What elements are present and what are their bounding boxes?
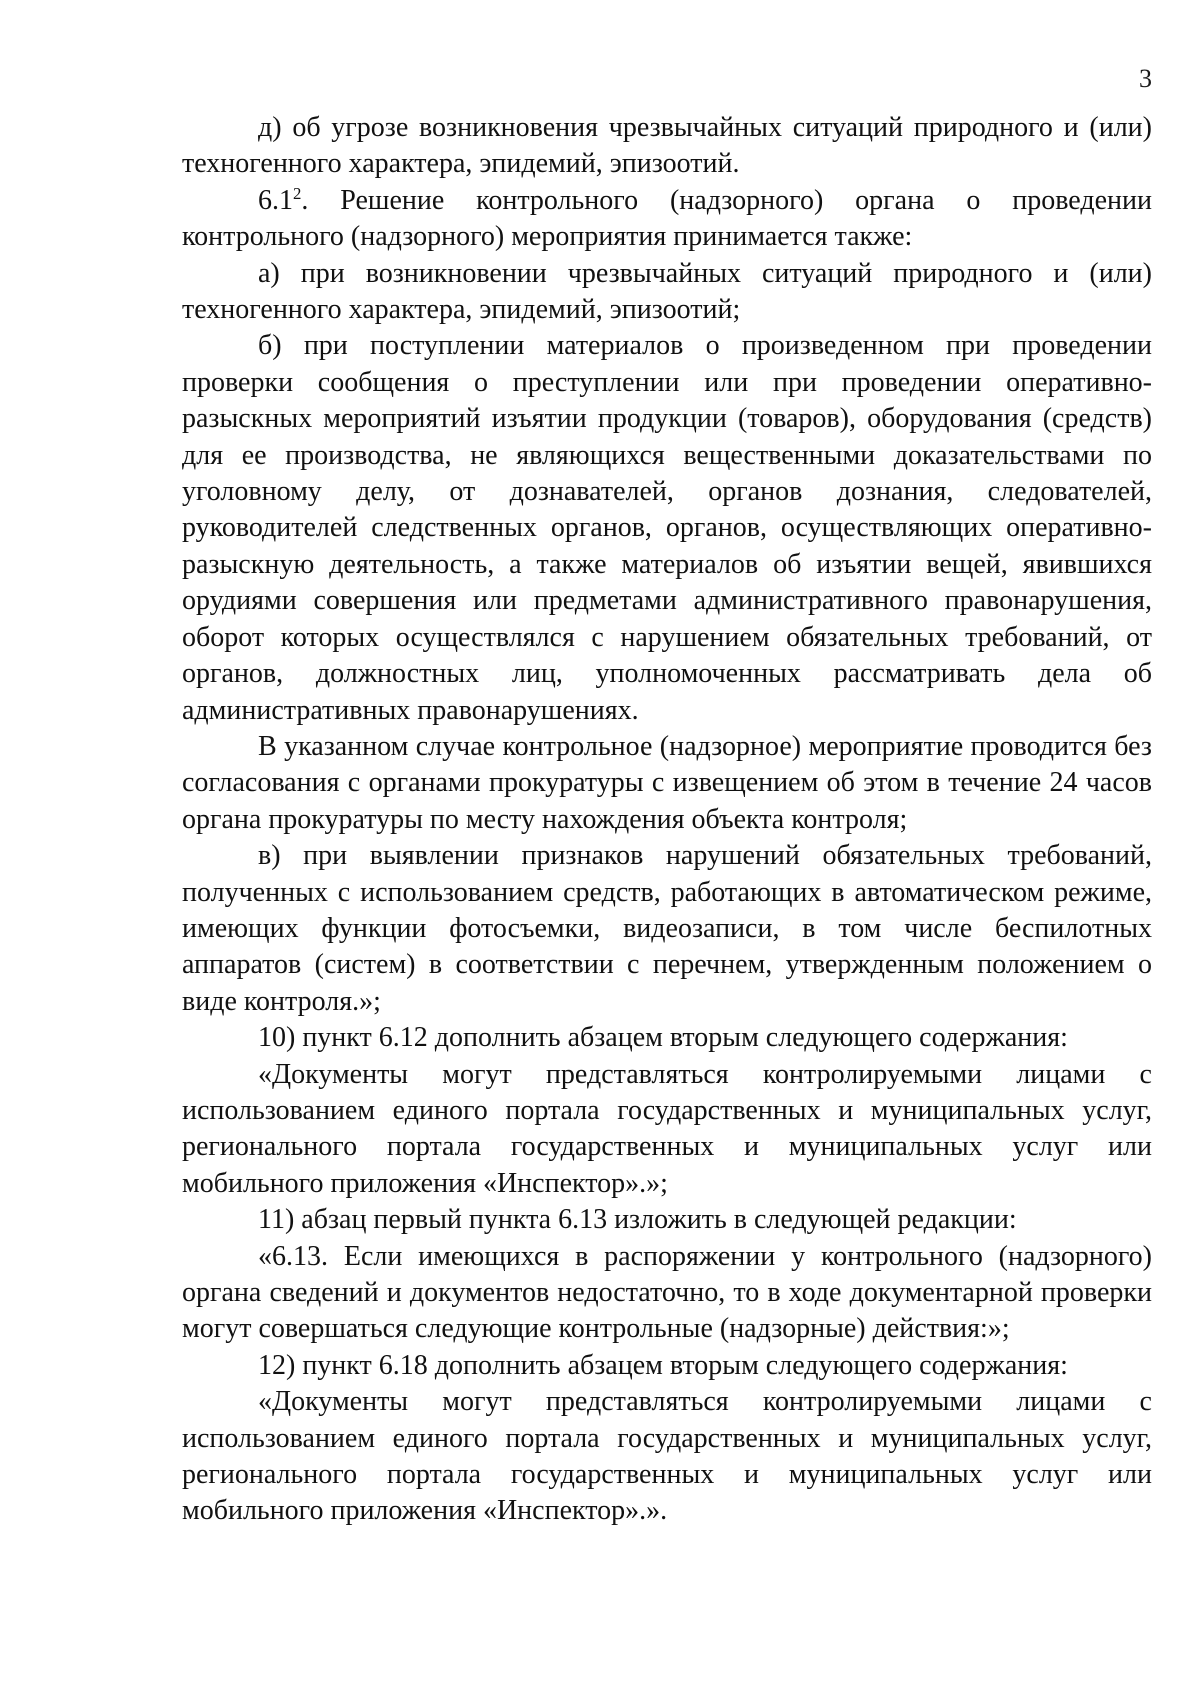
clause-number-superscript: 2 xyxy=(293,183,302,203)
paragraph-item-10-text: «Документы могут представляться контролируемыми лицами с использованием единого портала государственных и муниципальных услуг, регионального портала государственных и муниципальных услуг или мобильного приложения «Инспектор».»; xyxy=(182,1058,1152,1199)
clause-number-suffix: . xyxy=(301,184,309,216)
paragraph-item-12: 12) пункт 6.18 дополнить абзацем вторым следующего содержания: xyxy=(258,1349,1068,1381)
paragraph-item-11-text: «6.13. Если имеющихся в распоряжении у контрольного (надзорного) органа сведений и документов недостаточно, то в ходе документарной проверки могут совершаться следующие контрольные (надзорные) действия:»; xyxy=(182,1240,1152,1345)
paragraph-item-11: 11) абзац первый пункта 6.13 изложить в следующей редакции: xyxy=(258,1204,1017,1236)
clause-number-base: 6.1 xyxy=(258,184,293,216)
paragraph-clause-6-1-2 xyxy=(182,183,1152,256)
clause-text: Решение контрольного (надзорного) органа о проведении контрольного (надзорного) мероприятия принимается также: xyxy=(182,184,1152,253)
paragraph-item-12-text: «Документы могут представляться контролируемыми лицами с использованием единого портала государственных и муниципальных услуг, регионального портала государственных и муниципальных услуг или мобильного приложения «Инспектор».». xyxy=(182,1386,1152,1527)
paragraph-v: в) при выявлении признаков нарушений обязательных требований, полученных с использованием средств, работающих в автоматическом режиме, имеющих функции фотосъемки, видеозаписи, в том числе беспилотных аппаратов (систем) в соответствии с перечнем, утвержденным положением о виде контроля.»; xyxy=(182,840,1152,1017)
page-number: 3 xyxy=(1139,64,1152,93)
document-body xyxy=(182,110,1152,1530)
paragraph-case-note: В указанном случае контрольное (надзорное) мероприятие проводится без согласования с органами прокуратуры с извещением об этом в течение 24 часов органа прокуратуры по месту нахождения объекта контроля; xyxy=(182,730,1152,835)
paragraph-item-10: 10) пункт 6.12 дополнить абзацем вторым следующего содержания: xyxy=(258,1022,1068,1054)
paragraph-b: б) при поступлении материалов о произведенном при проведении проверки сообщения о преступлении или при проведении оперативно-разыскных мероприятий изъятии продукции (товаров), оборудования (средств) для ее производства, не являющихся вещественными доказательствами по уголовному делу, от дознавателей, органов дознания, следователей, руководителей следственных органов, органов, осуществляющих оперативно-разыскную деятельность, а также материалов об изъятии вещей, явившихся орудиями совершения или предметами административного правонарушения, оборот которых осуществлялся с нарушением обязательных требований, от органов, должностных лиц, уполномоченных рассматривать дела об административных правонарушениях. xyxy=(182,330,1152,726)
clause-number xyxy=(258,185,308,216)
paragraph-a: а) при возникновении чрезвычайных ситуаций природного и (или) техногенного характера, эпидемий, эпизоотий; xyxy=(182,257,1152,326)
paragraph-d: д) об угрозе возникновения чрезвычайных ситуаций природного и (или) техногенного характера, эпидемий, эпизоотий. xyxy=(182,112,1152,180)
